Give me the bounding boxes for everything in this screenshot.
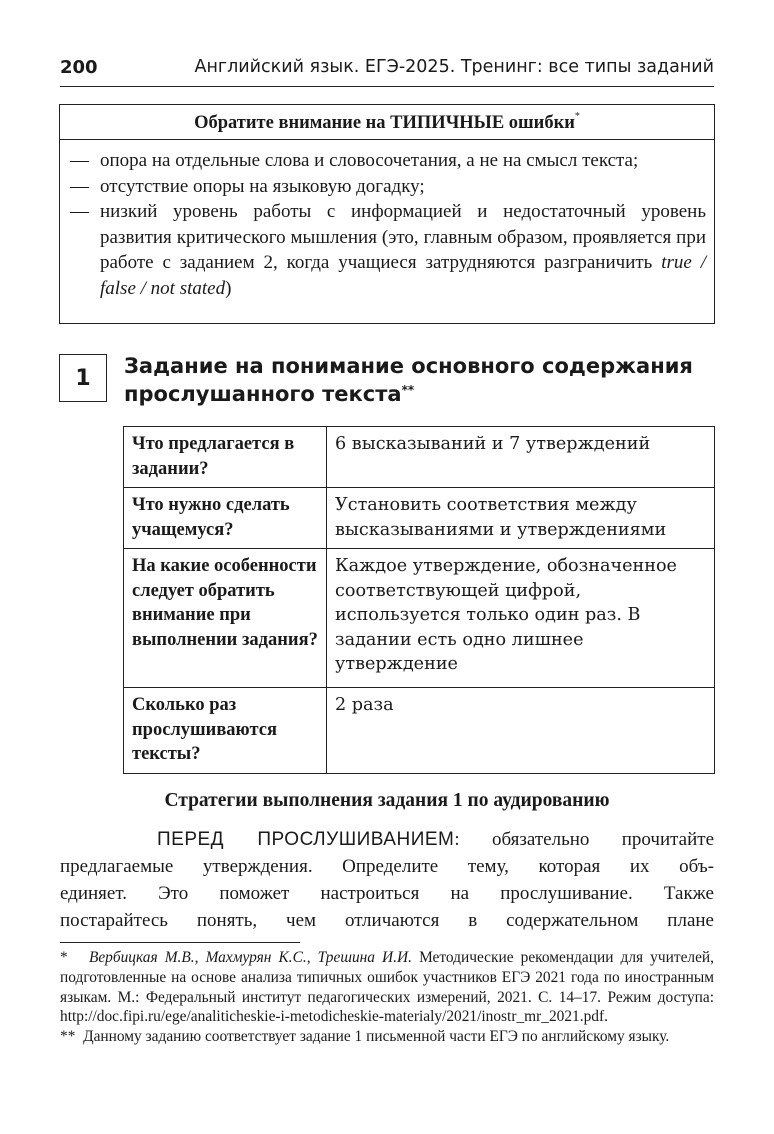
typical-errors-box	[59, 104, 715, 324]
paragraph-line: ПЕРЕД ПРОСЛУШИВАНИЕМ: обязательно прочитайте	[156, 829, 715, 850]
footnote-2: ** Данному заданию соответствует задание 1 письменной части ЕГЭ по английскому языку.	[60, 1028, 670, 1046]
strategies-paragraph	[60, 826, 714, 934]
paragraph-line: постарайтесь понять, чем отличаются в содержательном плане	[60, 910, 714, 931]
list-item: — опора на отдельные слова и словосочетания, а не на смысл текста;	[70, 150, 639, 171]
footnote-mark: **	[401, 383, 415, 397]
table-row	[124, 549, 715, 688]
question-cell: Что предлагается в задании?	[124, 427, 327, 488]
footnote-mark: *	[574, 111, 580, 122]
footnote-divider	[60, 942, 300, 943]
typical-errors-list	[60, 140, 714, 301]
table-row	[124, 488, 715, 549]
list-item: — отсутствие опоры на языковую догадку;	[70, 175, 425, 197]
footnotes	[60, 948, 714, 1047]
answer-cell: 2 раза	[327, 688, 715, 774]
paragraph-line: единяет. Это поможет настроиться на прослушивание. Также	[60, 883, 714, 904]
lead-phrase: ПЕРЕД ПРОСЛУШИВАНИЕМ	[156, 829, 455, 850]
running-title: Английский язык. ЕГЭ-2025. Тренинг: все типы заданий	[194, 57, 714, 77]
question-cell: На какие особенности следует обратить внимание при выполнении задания?	[124, 549, 327, 688]
answer-cell: Каждое утверждение, обозначенное соответствующей цифрой, используется только один раз. В задании есть одно лишнее утверждение	[327, 549, 715, 688]
page-header	[60, 54, 714, 87]
footnote-authors: Вербицкая М.В., Махмурян К.С., Трешина И.И.	[88, 949, 412, 966]
footnote-1: * Вербицкая М.В., Махмурян К.С., Трешина И.И. Методические рекомендации для учителей, подготовленные на основе анализа типичных ошибок участников ЕГЭ 2021 года по иностранным языкам. М.: Федеральный институт педагогических измерений, 2021. С. 14–17. Режим доступа: http://doc.fipi.ru/ege/analiticheskie-i-metodicheskie-materialy/2021/inostr_mr_2021.pdf.	[60, 949, 714, 1026]
paragraph-line: предлагаемые утверждения. Определите тему, которая их объ-	[60, 856, 714, 877]
question-cell: Что нужно сделать учащемуся?	[124, 488, 327, 549]
table-row	[124, 688, 715, 774]
typical-errors-title: Обратите внимание на ТИПИЧНЫЕ ошибки*	[60, 105, 714, 140]
question-cell: Сколько раз прослушиваются тексты?	[124, 688, 327, 774]
task-info-table	[123, 426, 715, 774]
strategies-title: Стратегии выполнения задания 1 по аудированию	[164, 790, 610, 811]
table-row	[124, 427, 715, 488]
list-item: — низкий уровень работы с информацией и недостаточный уровень развития критического мышления (это, главным образом, проявляется при работе с заданием 2, когда учащиеся затрудняются разграничить true / false / not stated)	[70, 201, 707, 299]
task-number-badge: 1	[59, 354, 107, 402]
answer-cell: 6 высказываний и 7 утверждений	[327, 427, 715, 488]
page-number: 200	[60, 57, 98, 78]
task-title: Задание на понимание основного содержания прослушанного текста**	[124, 354, 693, 406]
answer-cell: Установить соответствия между высказываниями и утверждениями	[327, 488, 715, 549]
